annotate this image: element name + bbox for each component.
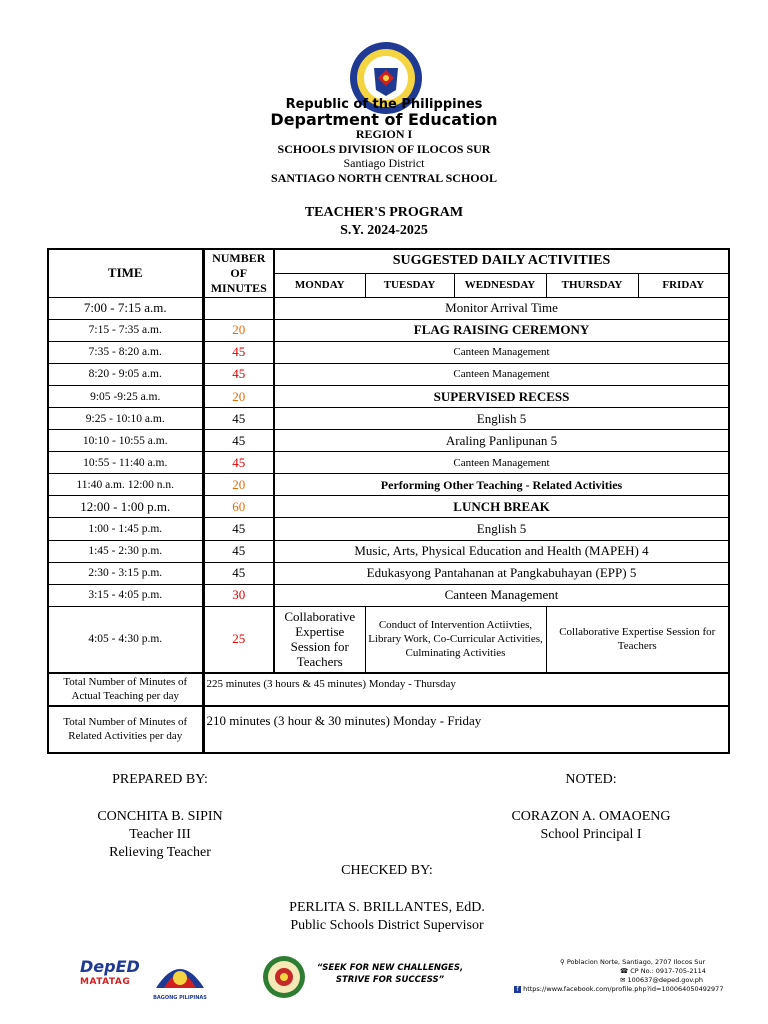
table-row xyxy=(48,363,729,385)
row-minutes: 30 xyxy=(203,584,274,606)
table-row xyxy=(48,341,729,363)
prepared-title: Teacher III xyxy=(129,827,191,842)
row-activity: FLAG RAISING CEREMONY xyxy=(274,319,729,341)
bagong-pilipinas-logo xyxy=(150,954,210,1000)
deped-matatag-logo xyxy=(80,958,150,998)
row-time: 10:55 - 11:40 a.m. xyxy=(48,452,203,474)
table-row xyxy=(48,408,729,430)
district-text: Santiago District xyxy=(343,156,425,170)
row-time: 1:45 - 2:30 p.m. xyxy=(48,540,203,562)
row-minutes: 45 xyxy=(203,430,274,452)
checked-label: CHECKED BY: xyxy=(341,863,433,878)
row-minutes: 45 xyxy=(203,341,274,363)
row-time: 9:05 -9:25 a.m. xyxy=(48,386,203,408)
row-activity: Edukasyong Pantahanan at Pangkabuhayan (EPP) 5 xyxy=(274,562,729,584)
row-time: 3:15 - 4:05 p.m. xyxy=(48,584,203,606)
row-activity: Canteen Management xyxy=(274,363,729,385)
row-time: 12:00 - 1:00 p.m. xyxy=(48,496,203,518)
thu-fri-activity: Collaborative Expertise Session for Teachers xyxy=(546,606,729,672)
row-time: 9:25 - 10:10 a.m. xyxy=(48,408,203,430)
row-activity: SUPERVISED RECESS xyxy=(274,386,729,408)
row-minutes: 45 xyxy=(203,452,274,474)
total-related-label: Total Number of Minutes of Related Activities per day xyxy=(48,706,203,753)
day-tuesday: TUESDAY xyxy=(365,273,454,297)
row-minutes: 45 xyxy=(203,562,274,584)
prepared-role: Relieving Teacher xyxy=(109,845,211,860)
row-time: 1:00 - 1:45 p.m. xyxy=(48,518,203,540)
row-activity: English 5 xyxy=(274,518,729,540)
prepared-label: PREPARED BY: xyxy=(112,772,208,787)
row-minutes: 20 xyxy=(203,319,274,341)
noted-label: NOTED: xyxy=(565,772,617,787)
table-row xyxy=(48,562,729,584)
bagong-pilipinas-text: BAGONG PILIPINAS xyxy=(153,995,207,1001)
total-related-value: 210 minutes (3 hour & 30 minutes) Monday - Friday xyxy=(203,706,729,753)
total-teaching-label: Total Number of Minutes of Actual Teaching per day xyxy=(48,673,203,706)
row-activity: Canteen Management xyxy=(274,452,729,474)
row-time: 8:20 - 9:05 a.m. xyxy=(48,363,203,385)
row-time: 7:15 - 7:35 a.m. xyxy=(48,319,203,341)
program-title: TEACHER'S PROGRAM xyxy=(304,205,464,220)
table-row xyxy=(48,386,729,408)
row-activity: Canteen Management xyxy=(274,584,729,606)
day-monday: MONDAY xyxy=(274,273,365,297)
phone-text: CP No.: 0917-705-2114 xyxy=(630,967,706,975)
republic-text: Republic of the Philippines xyxy=(285,97,483,112)
school-slogan xyxy=(300,962,480,986)
row-minutes: 45 xyxy=(203,540,274,562)
row-minutes: 25 xyxy=(203,606,274,672)
table-row xyxy=(48,496,729,518)
row-minutes xyxy=(203,297,274,319)
row-time: 10:10 - 10:55 a.m. xyxy=(48,430,203,452)
phone-icon: ☎ xyxy=(620,967,629,975)
table-row xyxy=(48,474,729,496)
table-row xyxy=(48,706,729,753)
monday-activity: Collaborative Expertise Session for Teachers xyxy=(274,606,365,672)
deped-logo-text: DepED xyxy=(80,957,140,976)
division-text: SCHOOLS DIVISION OF ILOCOS SUR xyxy=(277,142,491,156)
row-minutes: 45 xyxy=(203,518,274,540)
school-name: SANTIAGO NORTH CENTRAL SCHOOL xyxy=(271,171,497,185)
row-activity: English 5 xyxy=(274,408,729,430)
header-time: TIME xyxy=(48,249,203,297)
noted-name: CORAZON A. OMAOENG xyxy=(511,809,671,824)
total-teaching-value: 225 minutes (3 hours & 45 minutes) Monday - Thursday xyxy=(203,673,729,706)
tue-wed-activity: Conduct of Intervention Actiivties, Library Work, Co-Curricular Activities, Culminating Activities xyxy=(365,606,546,672)
checked-name: PERLITA S. BRILLANTES, EdD. xyxy=(289,900,485,915)
contact-block xyxy=(500,958,724,994)
row-activity: LUNCH BREAK xyxy=(274,496,729,518)
row-activity: Performing Other Teaching - Related Activities xyxy=(274,474,729,496)
row-time: 2:30 - 3:15 p.m. xyxy=(48,562,203,584)
row-time: 7:35 - 8:20 a.m. xyxy=(48,341,203,363)
region-text: REGION I xyxy=(355,127,413,141)
facebook-link[interactable]: https://www.facebook.com/profile.php?id=100064050492977 xyxy=(523,985,724,993)
table-row xyxy=(48,319,729,341)
table-row xyxy=(48,297,729,319)
address-text: Poblacion Norte, Santiago, 2707 Ilocos Sur xyxy=(566,958,706,966)
table-row xyxy=(48,452,729,474)
row-minutes: 45 xyxy=(203,363,274,385)
row-activity: Music, Arts, Physical Education and Health (MAPEH) 4 xyxy=(274,540,729,562)
location-pin-icon: ⚲ xyxy=(560,958,565,966)
row-activity: Monitor Arrival Time xyxy=(274,297,729,319)
day-wednesday: WEDNESDAY xyxy=(454,273,546,297)
day-friday: FRIDAY xyxy=(638,273,729,297)
slogan-line2: STRIVE FOR SUCCESS” xyxy=(335,975,445,985)
row-time: 7:00 - 7:15 a.m. xyxy=(48,297,203,319)
header-activities: SUGGESTED DAILY ACTIVITIES xyxy=(274,249,729,273)
prepared-name: CONCHITA B. SIPIN xyxy=(97,809,223,824)
email-text: 100637@deped.gov.ph xyxy=(627,976,704,984)
row-time: 11:40 a.m. 12:00 n.n. xyxy=(48,474,203,496)
department-text: Department of Education xyxy=(270,110,498,129)
schedule-table xyxy=(47,248,730,754)
school-year: S.Y. 2024-2025 xyxy=(340,223,428,238)
header-minutes: NUMBER OF MINUTES xyxy=(203,249,274,297)
bagong-pilipinas-icon xyxy=(150,954,210,990)
table-row xyxy=(48,430,729,452)
matatag-text: MATATAG xyxy=(80,977,131,987)
row-minutes: 45 xyxy=(203,408,274,430)
row-time: 4:05 - 4:30 p.m. xyxy=(48,606,203,672)
table-row xyxy=(48,584,729,606)
table-row xyxy=(48,606,729,672)
row-minutes: 20 xyxy=(203,386,274,408)
noted-title: School Principal I xyxy=(540,827,642,842)
row-activity: Araling Panlipunan 5 xyxy=(274,430,729,452)
row-minutes: 60 xyxy=(203,496,274,518)
facebook-icon: f xyxy=(514,986,521,993)
row-activity: Canteen Management xyxy=(274,341,729,363)
row-minutes: 20 xyxy=(203,474,274,496)
table-row xyxy=(48,673,729,706)
checked-title: Public Schools District Supervisor xyxy=(290,918,484,933)
email-icon: ✉ xyxy=(620,976,626,984)
day-thursday: THURSDAY xyxy=(546,273,638,297)
slogan-line1: “SEEK FOR NEW CHALLENGES, xyxy=(316,963,464,973)
table-row xyxy=(48,540,729,562)
table-row xyxy=(48,518,729,540)
